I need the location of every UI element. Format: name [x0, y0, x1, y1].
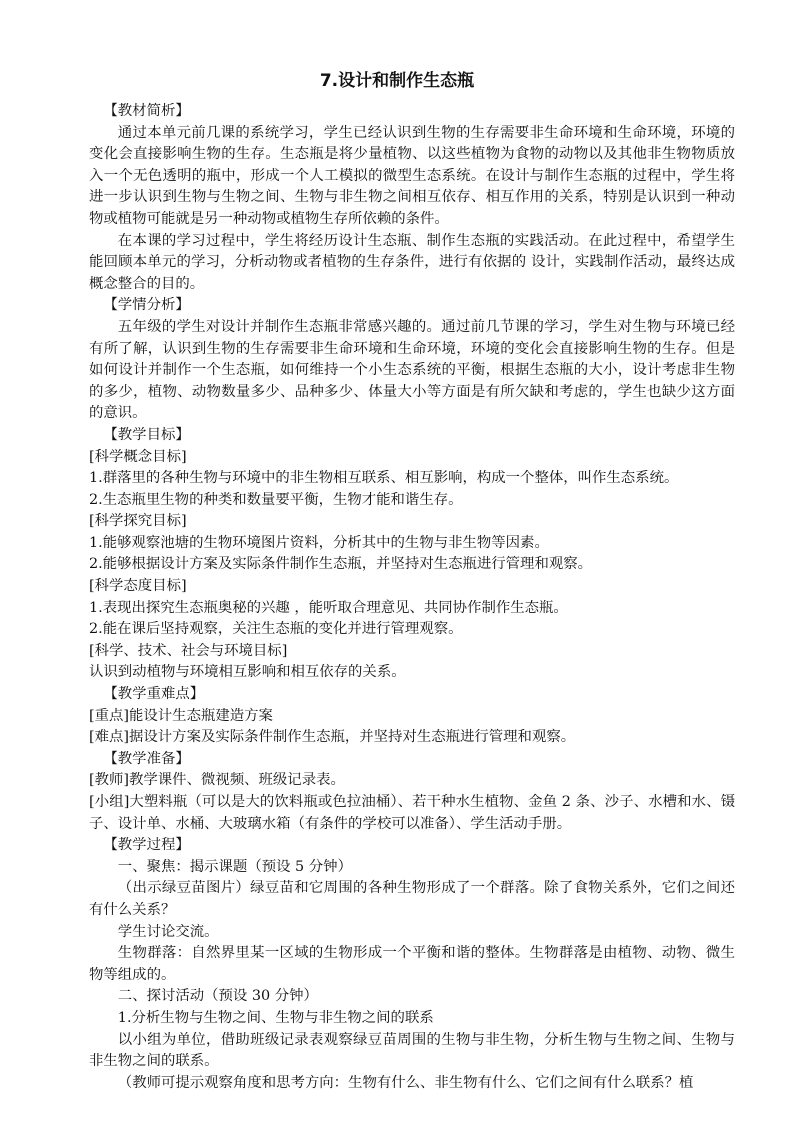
section-heading: 【教材简析】 [103, 103, 190, 119]
paragraph: 在本课的学习过程中，学生将经历设计生态瓶、制作生态瓶的实践活动。在此过程中，希望学生能回顾本单元的学习，分析动物或者植物的生存条件，进行有依据的 设计，实践制作活动，最终达成概念整合的目的。 [89, 232, 735, 292]
paragraph: [小组]大塑料瓶（可以是大的饮料瓶或色拉油桶）、若干种水生植物、金鱼 2 条、沙子、水槽和水、镊子、设计单、水桶、大玻璃水箱（有条件的学校可以准备）、学生活动手册。 [89, 794, 735, 832]
paragraph: 生物群落：自然界里某一区域的生物形成一个平衡和谐的整体。生物群落是由植物、动物、微生物等组成的。 [89, 945, 735, 983]
paragraph: 五年级的学生对设计并制作生态瓶非常感兴趣的。通过前几节课的学习，学生对生物与环境已经有所了解，认识到生物的生存需要非生命环境和生命环境，环境的变化会直接影响生物的生存。但是如何设计并制作一个生态瓶，如何维持一个小生态系统的平衡，根据生态瓶的大小，设计考虑非生物的多少，植物、动物数量多少、品种多少、体量大小等方面是有所欠缺和考虑的，学生也缺少这方面的意识。 [89, 318, 735, 422]
paragraph: [科学探究目标] [89, 513, 187, 530]
document-body [89, 101, 735, 1094]
paragraph: [科学概念目标] [89, 448, 187, 465]
paragraph: 二、探讨活动（预设 30 分钟） [117, 988, 318, 1005]
paragraph: 以小组为单位，借助班级记录表观察绿豆苗周围的生物与非生物，分析生物与生物之间、生物与非生物之间的联系。 [89, 1031, 735, 1070]
paragraph: 学生讨论交流。 [117, 923, 219, 940]
paragraph: [教师]教学课件、微视频、班级记录表。 [89, 772, 345, 789]
paragraph: 一、聚焦：揭示课题（预设 5 分钟） [117, 858, 352, 875]
paragraph: 认识到动植物与环境相互影响和相互依存的关系。 [89, 664, 406, 681]
paragraph: [难点]据设计方案及实际条件制作生态瓶，并坚持对生态瓶进行管理和观察。 [89, 729, 576, 746]
paragraph: 1.表现出探究生态瓶奥秘的兴趣 ，能听取合理意见、共同协作制作生态瓶。 [89, 599, 568, 616]
paragraph: （出示绿豆苗图片）绿豆苗和它周围的各种生物形成了一个群落。除了食物关系外，它们之间还有什么关系？ [89, 880, 735, 918]
paragraph: 1.分析生物与生物之间、生物与非生物之间的联系 [117, 1009, 434, 1026]
paragraph: 1.能够观察池塘的生物环境图片资料，分析其中的生物与非生物等因素。 [89, 534, 549, 551]
paragraph: 2.能够根据设计方案及实际条件制作生态瓶，并坚持对生态瓶进行管理和观察。 [89, 556, 593, 573]
paragraph: 通过本单元前几课的系统学习，学生已经认识到生物的生存需要非生命环境和生命环境，环境的变化会直接影响生物的生存。生态瓶是将少量植物、以这些植物为食物的动物以及其他非生物物质放入一个无色透明的瓶中，形成一个人工模拟的微型生态系统。在设计与制作生态瓶的过程中，学生将进一步认识到生物与生物之间、生物与非生物之间相互依存、相互作用的关系，特别是认识到一种动物或植物可能就是另一种动物或植物生存所依赖的条件。 [89, 124, 735, 227]
paragraph: [重点]能设计生态瓶建造方案 [89, 707, 273, 724]
paragraph: 2.能在课后坚持观察，关注生态瓶的变化并进行管理观察。 [89, 621, 463, 638]
paragraph: 1.群落里的各种生物与环境中的非生物相互联系、相互影响，构成一个整体，叫作生态系统。 [89, 470, 679, 487]
paragraph: [科学态度目标] [89, 578, 187, 595]
section-heading: 【学情分析】 [103, 297, 190, 314]
section-heading: 【教学准备】 [103, 750, 190, 767]
section-heading: 【教学目标】 [103, 426, 190, 443]
section-heading: 【教学重难点】 [103, 686, 205, 703]
paragraph: [科学、技术、社会与环境目标] [89, 642, 288, 659]
paragraph: （教师可提示观察角度和思考方向：生物有什么、非生物有什么、它们之间有什么联系？植 [117, 1074, 694, 1091]
paragraph: 2.生态瓶里生物的种类和数量要平衡，生物才能和谐生存。 [89, 491, 463, 508]
document-title: 7.设计和制作生态瓶 [319, 71, 475, 91]
section-heading: 【教学过程】 [103, 837, 190, 854]
